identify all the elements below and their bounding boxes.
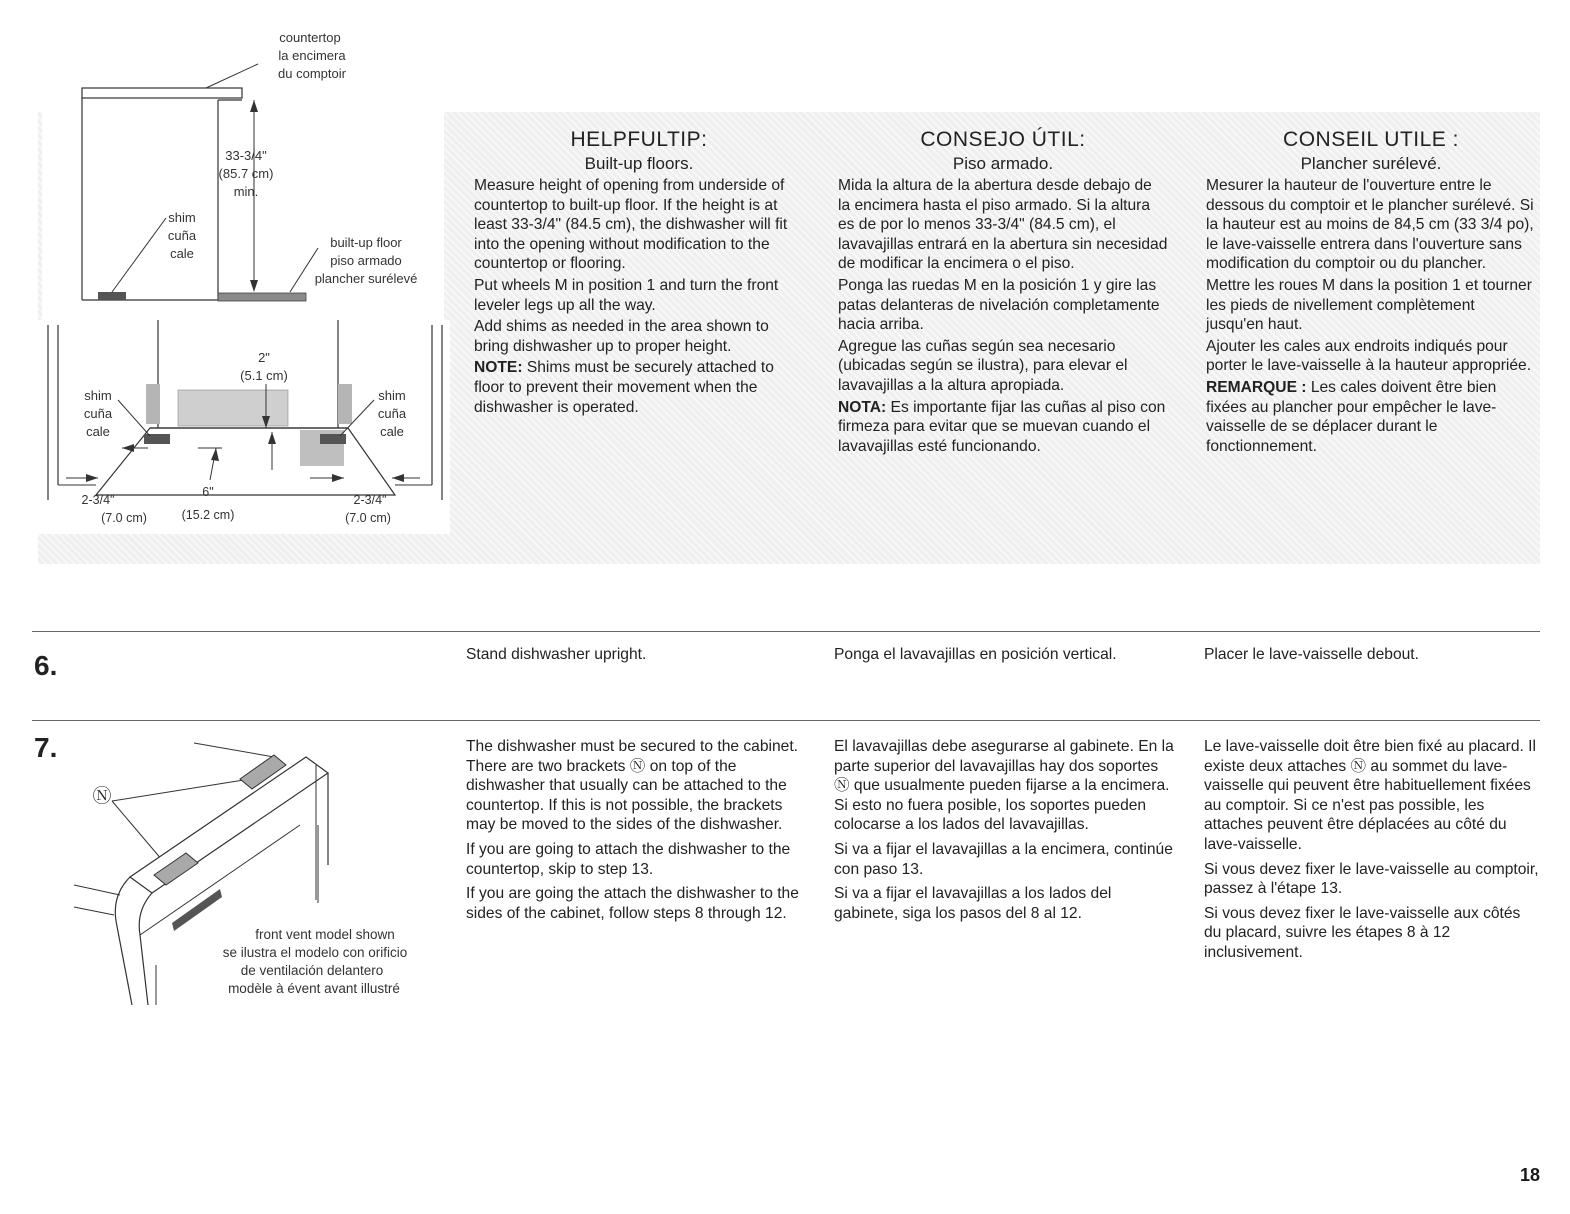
tip-paragraph-fr-1: Mesurer la hauteur de l'ouverture entre le dessous du comptoir et le plancher surélevé. Si la hauteur est au moins de 84,5 cm (33 3/4 po), le lave-vaisselle entrera dans l'ouverture sans modification du comptoir ou du plancher. <box>1206 177 1534 273</box>
tip-paragraph-fr-3: Ajouter les cales aux endroits indiqués pour porter le lave-vaisselle à la hauteur appropriée. <box>1206 337 1532 375</box>
figure-caption-fr: modèle à évent avant illustré <box>228 981 400 996</box>
tip-title-en: HELPFULTIP: <box>570 128 708 151</box>
note-text-es: Es importante fijar las cuñas al piso con firmeza para evitar que se muevan cuando el lavavajillas esté funcionando. <box>838 398 1166 455</box>
step-7-number: 7. <box>34 732 58 763</box>
step-6-number: 6. <box>34 650 58 681</box>
mid-dim-label: 6" <box>202 485 214 499</box>
tip-paragraph-es-1: Mida la altura de la abertura desde debajo de la encimera hasta el piso armado. Si la altura es de por lo menos 33-3/4" (84.5 cm), el lavavajillas entrará en la abertura sin necesidad de modificar la encimera o el piso. <box>838 177 1168 273</box>
tip-note-fr <box>1206 378 1536 456</box>
countertop-label: countertop <box>279 30 341 45</box>
step-6-text-fr: Placer le lave-vaisselle debout. <box>1204 646 1419 663</box>
note-text-fr: Les cales doivent être bien fixées au plancher pour empêcher le lave-vaisselle de se déplacer durant le fonctionnement. <box>1206 378 1497 455</box>
tip-note-en <box>474 358 804 417</box>
tip-subtitle-en: Built-up floors. <box>584 154 694 173</box>
step-7-fr-paragraph-2: Si vous devez fixer le lave-vaisselle au comptoir, passez à l'étape 13. <box>1204 860 1539 898</box>
bracket-marker: Ⓝ <box>92 785 112 807</box>
step-7-es-paragraph-1: El lavavajillas debe asegurarse al gabinete. En la parte superior del lavavajillas hay dos soportes Ⓝ que usualmente pueden fijarse a la encimera. Si esto no fuera posible, los soportes pueden colocarse a los lados del lavavajillas. <box>834 738 1174 834</box>
tip-title-es: CONSEJO ÚTIL: <box>920 128 1086 151</box>
step-7-es-paragraph-2: Si va a fijar el lavavajillas a la encimera, continúe con paso 13. <box>834 840 1173 878</box>
shim-left-label: shim <box>84 388 112 403</box>
tip-paragraph-en-2: Put wheels M in position 1 and turn the front leveler legs up all the way. <box>474 276 779 314</box>
tip-column-en <box>474 127 804 419</box>
divider-step-7 <box>32 720 1540 721</box>
tip-column-es <box>838 127 1168 458</box>
tip-column-fr <box>1206 127 1536 458</box>
countertop-label-fr: du comptoir <box>278 66 346 81</box>
step-7-es-paragraph-3: Si va a fijar el lavavajillas a los lados del gabinete, siga los pasos del 8 al 12. <box>834 885 1112 922</box>
height-label-cm: (85.7 cm) <box>218 166 274 181</box>
countertop-label-es: la encimera <box>278 48 346 63</box>
shim-left-label-es: cuña <box>83 406 113 421</box>
mid-dim-label-cm: (15.2 cm) <box>181 508 235 522</box>
page-number: 18 <box>1519 1165 1540 1185</box>
floor-label: built-up floor <box>330 235 402 250</box>
floor-label-es: piso armado <box>330 253 402 268</box>
tip-paragraph-es-2: Ponga las ruedas M en la posición 1 y gire las patas delanteras de nivelación completamente hacia arriba. <box>838 276 1160 334</box>
step-7-en-paragraph-2: If you are going to attach the dishwasher to the countertop, skip to step 13. <box>466 840 791 878</box>
shim-label: shim <box>168 210 196 225</box>
figure-caption-es-2: de ventilación delantero <box>240 963 384 978</box>
note-label-fr: REMARQUE : <box>1206 378 1307 396</box>
tip-subtitle-es: Piso armado. <box>952 154 1054 173</box>
step-7-en-paragraph-3: If you are going the attach the dishwasher to the sides of the cabinet, follow steps 8 through 12. <box>466 885 799 922</box>
height-label-min: min. <box>233 184 259 199</box>
tip-paragraph-es-3: Agregue las cuñas según sea necesario (ubicadas según se ilustra), para elevar el lavavajillas a la altura apropiada. <box>838 337 1128 394</box>
tip-paragraph-en-3: Add shims as needed in the area shown to bring dishwasher up to proper height. <box>474 318 769 355</box>
built-up-floor-side-figure <box>0 0 460 320</box>
figure-caption-en: front vent model shown <box>255 927 395 942</box>
shim-left-label-fr: cale <box>86 424 110 439</box>
height-label: 33-3/4" <box>225 148 267 163</box>
step-7-text-fr <box>1204 737 1542 968</box>
tip-paragraph-en-1: Measure height of opening from underside of countertop to built-up floor. If the height is at least 33-3/4" (84.5 cm), the dishwasher will fit into the opening without modification to the countertop or flooring. <box>474 177 788 273</box>
tip-subtitle-fr: Plancher surélevé. <box>1300 154 1442 173</box>
right-dim-label: 2-3/4" <box>353 493 387 507</box>
tip-note-es <box>838 398 1168 457</box>
step-7-en-paragraph-1: The dishwasher must be secured to the cabinet. There are two brackets Ⓝ on top of the dishwasher that usually can be attached to the countertop. If this is not possible, the brackets may be moved to the sides of the dishwasher. <box>466 738 798 834</box>
figure-caption-es-1: se ilustra el modelo con orificio <box>222 945 408 960</box>
shim-right-label: shim <box>378 388 406 403</box>
left-dim-label-cm: (7.0 cm) <box>101 511 147 525</box>
step-7-fr-paragraph-3: Si vous devez fixer le lave-vaisselle aux côtés du placard, suivre les étapes 8 à 12 inclusivement. <box>1204 904 1521 961</box>
center-dim-label: 2" <box>258 350 270 365</box>
bracket-figure <box>60 725 450 1005</box>
floor-label-fr: plancher surélevé <box>314 271 418 286</box>
step-7-text-es <box>834 737 1174 928</box>
divider-step-6 <box>32 631 1540 632</box>
step-6-text-es: Ponga el lavavajillas en posición vertical. <box>834 646 1117 663</box>
right-dim-label-cm: (7.0 cm) <box>345 511 391 525</box>
shim-label-fr: cale <box>170 246 194 261</box>
step-7-fr-paragraph-1: Le lave-vaisselle doit être bien fixé au placard. Il existe deux attaches Ⓝ au sommet du lave-vaisselle qui peuvent être habituellement fixées au comptoir. Si ce n'est pas possible, les attaches peuvent être déplacées au côté du lave-vaisselle. <box>1204 738 1536 853</box>
note-label-en: NOTE: <box>474 359 523 377</box>
center-dim-label-cm: (5.1 cm) <box>240 368 288 383</box>
note-text-en: Shims must be securely attached to floor to prevent their movement when the dishwasher is operated. <box>474 359 774 416</box>
note-label-es: NOTA: <box>838 398 887 416</box>
shim-right-label-fr: cale <box>380 424 404 439</box>
tip-paragraph-fr-2: Mettre les roues M dans la position 1 et tourner les pieds de nivellement complètement jusqu'en haut. <box>1206 276 1532 334</box>
step-7-text-en <box>466 737 808 928</box>
shim-right-label-es: cuña <box>377 406 407 421</box>
shim-placement-front-figure <box>0 320 460 534</box>
shim-label-es: cuña <box>167 228 197 243</box>
tip-title-fr: CONSEIL UTILE : <box>1283 128 1459 151</box>
step-6-text-en: Stand dishwasher upright. <box>466 646 647 663</box>
left-dim-label: 2-3/4" <box>81 493 115 507</box>
